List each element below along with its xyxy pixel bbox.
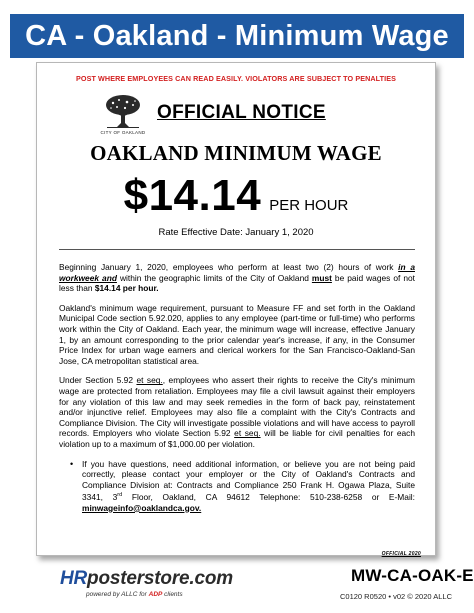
wage-amount-row <box>37 171 435 221</box>
poster-document <box>36 62 436 556</box>
hrposterstore-logo[interactable]: HRposterstore.com <box>60 568 233 589</box>
paragraph-coverage: Beginning January 1, 2020, employees who perform at least two (2) hours of work in a workweek and within the geographic limits of the City of Oakland must be paid wages of not less than $14.14 per hour. <box>59 262 415 294</box>
contact-email-link[interactable]: minwageinfo@oaklandca.gov. <box>82 502 202 513</box>
wage-amount: $14.14 <box>123 171 262 220</box>
revision-info: C0120 R0520 • v02 © 2020 ALLC <box>340 592 452 601</box>
seal-label: CITY OF OAKLAND <box>100 130 146 135</box>
official-notice-heading: OFFICIAL NOTICE <box>157 102 326 123</box>
oak-tree-seal-icon <box>103 93 143 129</box>
logo-tagline: powered by ALLC for ADP clients <box>86 591 183 598</box>
posting-warning: POST WHERE EMPLOYEES CAN READ EASILY. VIOLATORS ARE SUBJECT TO PENALTIES <box>75 74 397 83</box>
contact-bullet: • If you have questions, need additional information, or believe you are not being paid correctly, please contact your employer or the City of Oakland's Contracts and Compliance Division at: Contracts and Compliance 250 Frank H. Ogawa Plaza, Suite 3341, 3rd Floor, Oakland, CA 94612 Telephone: 510-238-6258 or E-Mail: minwageinfo@oaklandca.gov. <box>73 459 415 514</box>
official-year-label: OFFICIAL 2020 <box>381 551 421 557</box>
contact-list <box>73 459 415 514</box>
effective-date: Rate Effective Date: January 1, 2020 <box>158 227 314 238</box>
poster-heading: OAKLAND MINIMUM WAGE <box>90 141 382 165</box>
product-code: MW-CA-OAK-E <box>351 566 474 585</box>
section-divider <box>59 249 415 250</box>
poster-title-banner: CA - Oakland - Minimum Wage <box>10 14 464 58</box>
paragraph-retaliation: Under Section 5.92 et seq., employees who assert their rights to receive the City's minimum wage are protected from retaliation. Employees may file a civil lawsuit against their employers for any violation of this law and may seek remedies in the form of back pay, reinstatement and/or injunctive relief. Employees may also file a complaint with the City's Contracts and Compliance Division. The City will investigate possible violations and will have access to payroll records. Employers who violate Section 5.92 et seq. will be liable for civil penalties for each violation up to a maximum of $1,000.00 per violation. <box>59 375 415 449</box>
notice-body <box>59 262 415 513</box>
per-hour-label: PER HOUR <box>269 197 349 214</box>
paragraph-requirement: Oakland's minimum wage requirement, pursuant to Measure FF and set forth in the Oakland Municipal Code section 5.92.020, applies to any employee (part-time or full-time) who performs work within the City of Oakland. Each year, the minimum wage will increase, effective January 1, by an amount corresponding to the prior calendar year's increase, if any, in the Consumer Price Index for urban wage earners and clerical workers for the San Francisco-Oakland-San Jose, CA metropolitan statistical area. <box>59 302 415 366</box>
